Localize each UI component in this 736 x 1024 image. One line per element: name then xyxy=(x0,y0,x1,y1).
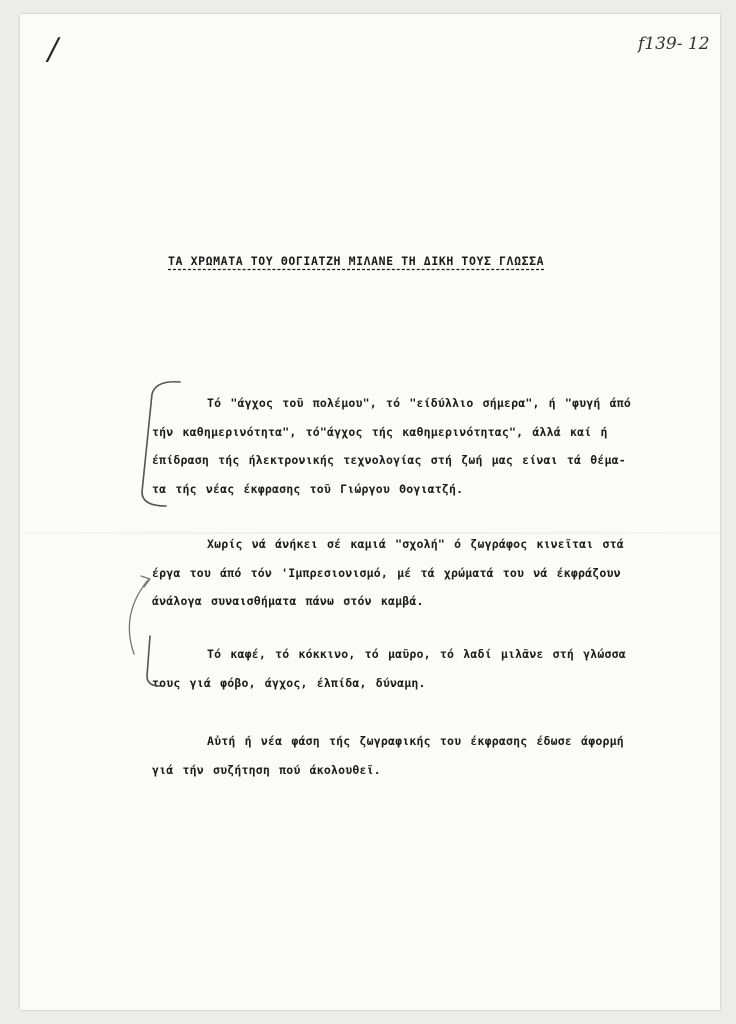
text-line: γιά τήν συζήτηση πού άκολουθεῖ. xyxy=(152,762,381,777)
text-line: τους γιά φόβο, άγχος, έλπίδα, δύναμη. xyxy=(152,675,426,690)
text-line: Τό καφέ, τό κόκκινο, τό μαῦρο, τό λαδί μιλᾶνε στή γλώσσα xyxy=(207,647,626,661)
text-line: Αὐτή ή νέα φάση τής ζωγραφικής του έκφρασης έδωσε άφορμή xyxy=(207,734,624,748)
handwritten-corner-mark: / xyxy=(48,32,59,67)
text-line: έπίδραση τής ήλεκτρονικής τεχνολογίας στή ζωή μας είναι τά θέμα- xyxy=(152,453,626,467)
handwritten-archive-number: f139- 12 xyxy=(638,34,710,54)
text-line: Χωρίς νά άνήκει σέ καμιά "σχολή" ό ζωγράφος κινεῖται στά xyxy=(207,537,624,551)
text-line: άνάλογα συναισθήματα πάνω στόν καμβά. xyxy=(152,594,424,608)
typewritten-page xyxy=(20,14,720,1010)
arrow-head xyxy=(141,576,150,587)
bracket-paragraph-1 xyxy=(142,382,180,506)
connecting-arrow xyxy=(129,580,148,654)
text-line: τήν καθημερινότητα", τό"άγχος τής καθημερινότητας", άλλά καί ή xyxy=(152,424,608,439)
bracket-paragraph-3 xyxy=(147,636,160,686)
text-line: Τό "άγχος τοῦ πολέμου", τό "είδύλλιο σήμερα", ή "φυγή άπό xyxy=(207,396,632,410)
handwritten-annotations xyxy=(20,14,720,1010)
document-title: ΤΑ ΧΡΩΜΑΤΑ ΤΟΥ ΘΟΓΙΑΤΖΗ ΜΙΛΑΝΕ ΤΗ ΔΙΚΗ ΤΟΥΣ ΓΛΩΣΣΑ xyxy=(168,254,545,268)
text-line: έργα του άπό τόν 'Ιμπρεσιονισμό, μέ τά χρώματά του νά έκφράζουν xyxy=(152,565,621,580)
text-line: τα τής νέας έκφρασης τοῦ Γιώργου Θογιατζή. xyxy=(152,481,464,496)
